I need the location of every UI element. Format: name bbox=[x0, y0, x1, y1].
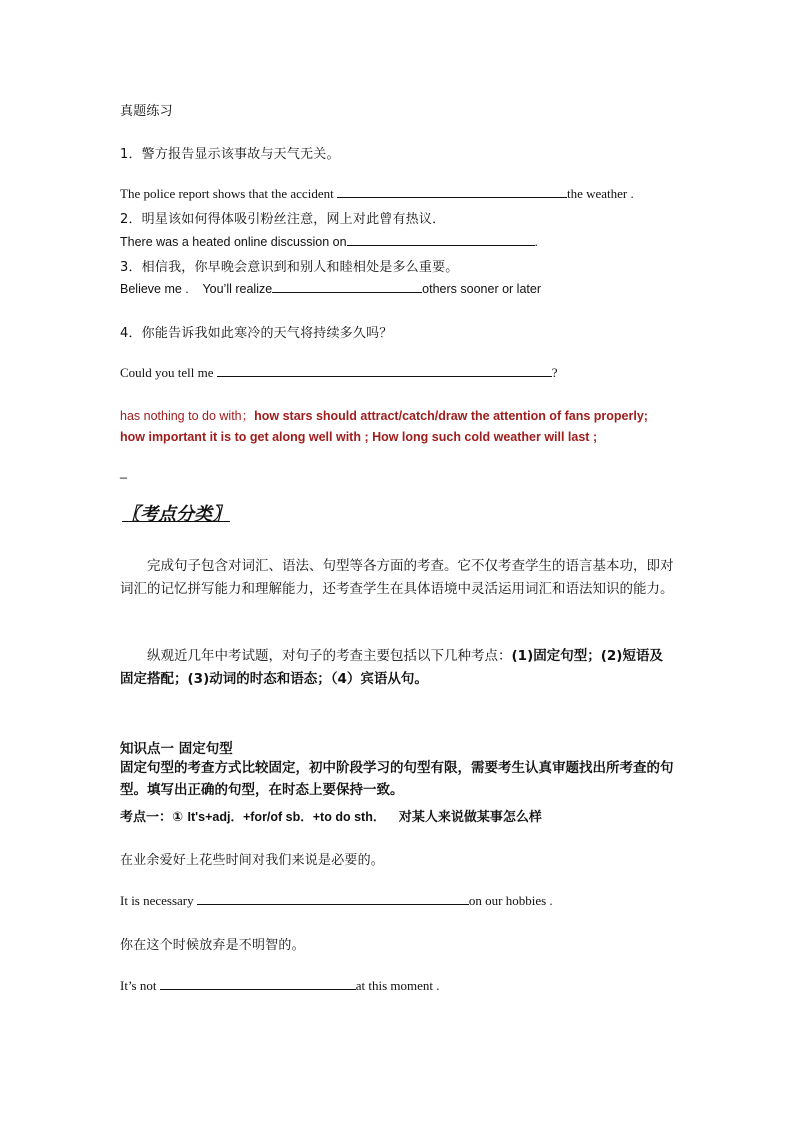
question-4-english bbox=[120, 364, 558, 381]
question-2-chinese: 2．明星该如何得体吸引粉丝注意，网上对此曾有热议． bbox=[120, 212, 446, 227]
intro-paragraph: 完成句子包含对词汇、语法、句型等各方面的考查。它不仅考查学生的语言基本功，即对词汇的记忆拼写能力和理解能力，还考查学生在具体语境中灵活运用词汇和语法知识的能力。 bbox=[120, 558, 674, 597]
question-2-prefix: There was a heated online discussion on bbox=[120, 235, 347, 249]
separator-dash: _ bbox=[120, 465, 127, 479]
scope-text: 纵观近几年中考试题，对句子的考查主要包括以下几种考点： bbox=[147, 648, 512, 664]
question-1-suffix: the weather . bbox=[566, 186, 634, 201]
question-1-english bbox=[120, 185, 634, 202]
question-3-chinese: 3．相信我，你早晚会意识到和别人和睦相处是多么重要。 bbox=[120, 260, 459, 275]
example-2-english bbox=[120, 977, 440, 994]
answer-2: how stars should attract/catch/draw the attention of fans properly; bbox=[254, 409, 648, 423]
answer-line-2: how important it is to get along well with ; How long such cold weather will last ; bbox=[120, 430, 598, 444]
example-2-suffix: at this moment . bbox=[355, 978, 440, 993]
question-3-english bbox=[120, 280, 541, 296]
question-1-blank[interactable] bbox=[337, 185, 567, 198]
knowledge-point-description: 固定句型的考查方式比较固定，初中阶段学习的句型有限，需要考生认真审题找出所考查的句型。填写出正确的句型，在时态上要保持一致。 bbox=[120, 760, 674, 798]
question-4-prefix: Could you tell me bbox=[120, 365, 214, 380]
question-1-prefix: The police report shows that the accident bbox=[120, 186, 334, 201]
question-3-blank[interactable] bbox=[272, 280, 422, 293]
scope-paragraph bbox=[120, 645, 676, 691]
kaodian-1-meaning: 对某人来说做某事怎么样 bbox=[398, 810, 542, 825]
example-1-suffix: on our hobbies . bbox=[468, 893, 553, 908]
question-2-suffix: . bbox=[534, 235, 539, 249]
kaodian-heading: 〖考点分类〗 bbox=[122, 504, 230, 525]
kaodian-1-label: 考点一：① bbox=[120, 810, 188, 825]
question-2-blank[interactable] bbox=[347, 233, 535, 246]
question-4-suffix: ? bbox=[551, 365, 558, 380]
example-2-blank[interactable] bbox=[160, 977, 356, 990]
question-3-prefix: Believe me . You’ll realize bbox=[120, 282, 273, 296]
answer-line-1 bbox=[120, 406, 648, 424]
example-1-english bbox=[120, 892, 553, 909]
example-1-prefix: It is necessary bbox=[120, 893, 194, 908]
answer-1: has nothing to do with； bbox=[120, 409, 255, 423]
question-4-chinese: 4．你能告诉我如此寒冷的天气将持续多久吗？ bbox=[120, 326, 393, 341]
question-4-blank[interactable] bbox=[217, 364, 552, 377]
example-1-blank[interactable] bbox=[197, 892, 469, 905]
question-3-suffix: others sooner or later bbox=[422, 282, 541, 296]
example-2-chinese: 你在这个时候放弃是不明智的。 bbox=[120, 938, 305, 953]
question-1-chinese: 1．警方报告显示该事故与天气无关。 bbox=[120, 147, 340, 162]
knowledge-point-title: 知识点一 固定句型 bbox=[120, 741, 233, 757]
scope-list: (1)固定句型；(2)短语及固定搭配；(3)动词的时态和语态；（4）宾语从句。 bbox=[120, 648, 663, 687]
kaodian-1-pattern: It's+adj．+for/of sb．+to do sth． bbox=[187, 810, 386, 824]
example-1-chinese: 在业余爱好上花些时间对我们来说是必要的。 bbox=[120, 853, 385, 868]
kaodian-1-line bbox=[120, 806, 542, 825]
question-2-english bbox=[120, 233, 538, 249]
example-2-prefix: It’s not bbox=[120, 978, 157, 993]
section-title: 真题练习 bbox=[120, 104, 173, 119]
